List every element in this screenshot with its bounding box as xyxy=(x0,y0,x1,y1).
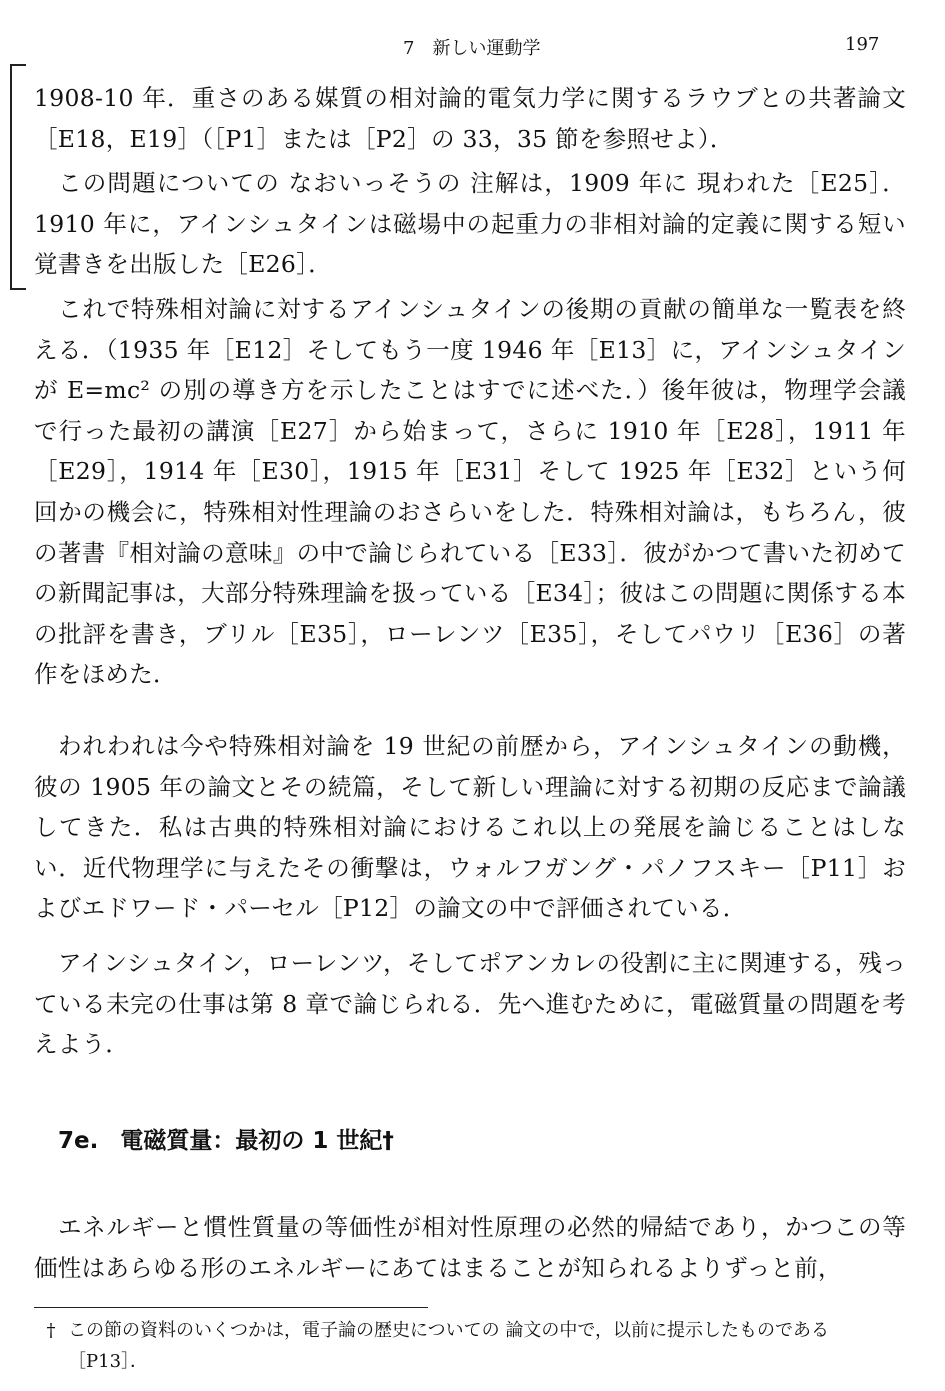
margin-bracket-annotation xyxy=(10,64,26,290)
running-head xyxy=(0,34,945,60)
footnote-text: この節の資料のいくつかは，電子論の歴史についての 論文の中で，以前に提示したものである xyxy=(68,1320,829,1341)
paragraph: この問題についての なおいっそうの 注解は，1909 年に 現われた［E25］．1910 年に，アインシュタインは磁場中の起重力の非相対論的定義に関する短い覚書きを出版した［E26］． xyxy=(34,169,906,279)
footnote-mark: † xyxy=(46,1320,56,1341)
paragraph: 1908-10 年．重さのある媒質の相対論的電気力学に関するラウブとの共著論文［E18，E19］（［P1］または［P2］の 33，35 節を参照せよ）． xyxy=(34,84,906,153)
page-number: 197 xyxy=(845,34,880,55)
paragraph: エネルギーと慣性質量の等価性が相対性原理の必然的帰結であり，かつこの等価性はあらゆる形のエネルギーにあてはまることが知られるよりずっと前， xyxy=(34,1213,906,1282)
paragraph: アインシュタイン，ローレンツ，そしてポアンカレの役割に主に関連する，残っている未完の仕事は第 8 章で論じられる．先へ進むために，電磁質量の問題を考えよう． xyxy=(34,949,906,1059)
paragraph: これで特殊相対論に対するアインシュタインの後期の貢献の簡単な一覧表を終える．（1935 年［E12］そしてもう一度 1946 年［E13］に，アインシュタインが E=mc² の別の導き方を示したことはすでに述べた．）後年彼は，物理学会議で行った最初の講演［E27］から始まって，さらに 1910 年［E28］，1911 年［E29］，1914 年［E30］，1915 年［E31］そして 1925 年［E32］という何回かの機会に，特殊相対性理論のおさらいをした．特殊相対論は，もちろん，彼の著書『相対論の意味』の中で論じられている［E33］．彼がかつて書いた初めての新聞記事は，大部分特殊理論を扱っている［E34］；彼はこの問題に関係する本の批評を書き，ブリル［E35］，ローレンツ［E35］，そしてパウリ［E36］の著作をほめた． xyxy=(34,295,906,689)
footnote xyxy=(34,1315,906,1377)
chapter-title: 7 新しい運動学 xyxy=(403,38,541,59)
section-number: 7e. xyxy=(58,1128,99,1154)
footnote-divider xyxy=(34,1307,428,1308)
paragraph: われわれは今や特殊相対論を 19 世紀の前歴から，アインシュタインの動機，彼の 1905 年の論文とその続篇，そして新しい理論に対する初期の反応まで論議してきた．私は古典的特殊相対論におけるこれ以上の発展を論じることはしない．近代物理学に与えたその衝撃は，ウォルフガング・パノフスキー［P11］およびエドワード・パーセル［P12］の論文の中で評価されている． xyxy=(34,732,906,923)
footnote-continuation: ［P13］． xyxy=(68,1351,149,1372)
section-title: 電磁質量：最初の 1 世紀† xyxy=(120,1128,394,1154)
section-heading xyxy=(58,1122,394,1155)
